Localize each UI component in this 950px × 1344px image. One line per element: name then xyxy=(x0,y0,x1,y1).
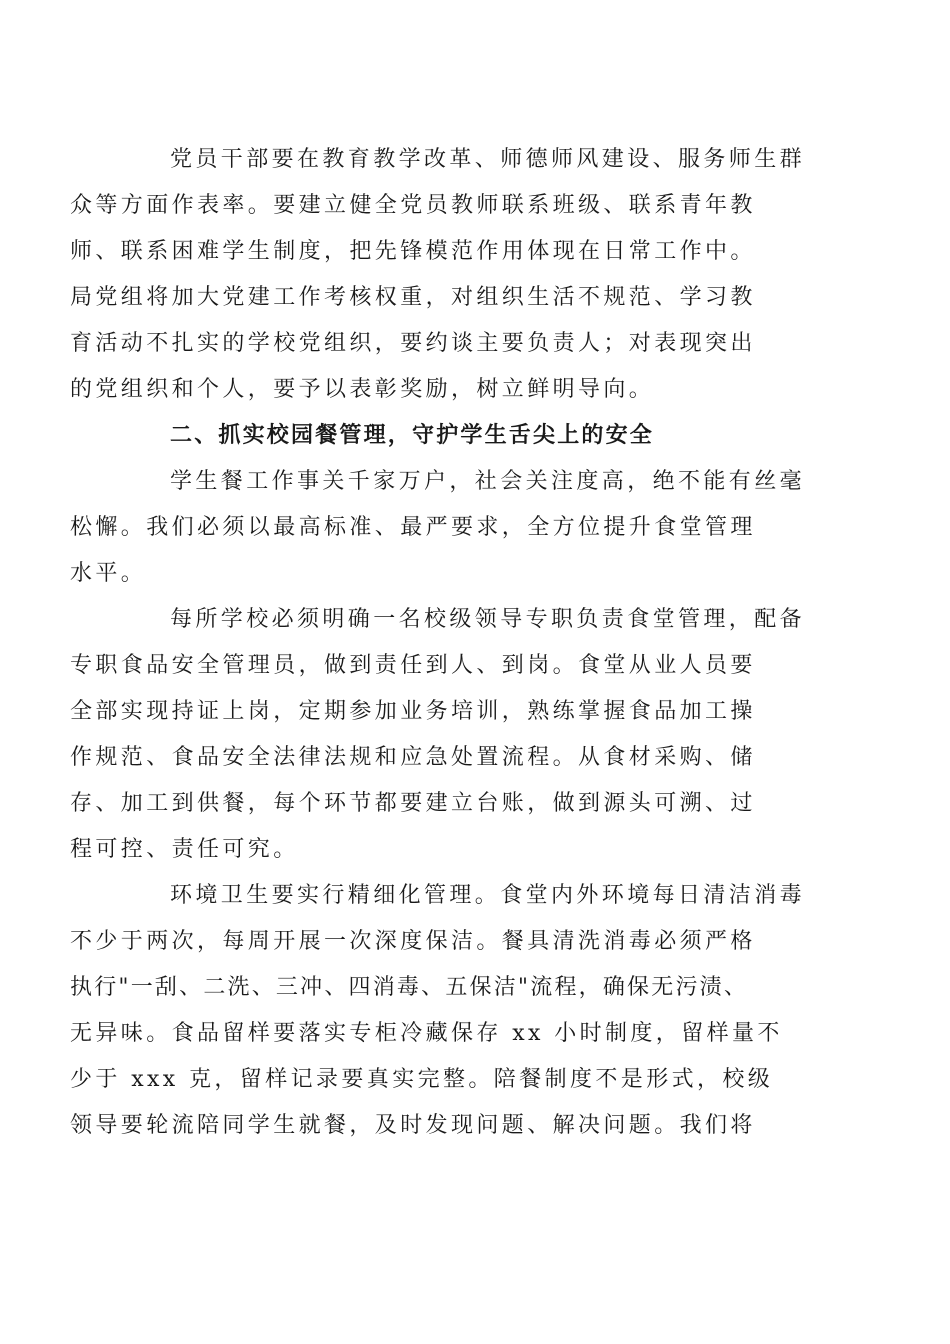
text-line: 环境卫生要实行精细化管理。食堂内外环境每日清洁消毒 xyxy=(170,883,806,908)
text-line: 作规范、食品安全法律法规和应急处置流程。从食材采购、储 xyxy=(70,745,756,770)
text-line: 的党组织和个人，要予以表彰奖励，树立鲜明导向。 xyxy=(70,377,655,402)
text-line: 全部实现持证上岗，定期参加业务培训，熟练掌握食品加工操 xyxy=(70,699,756,724)
section-heading xyxy=(120,413,832,459)
text-line: 不少于两次，每周开展一次深度保洁。餐具清洗消毒必须严格 xyxy=(70,929,756,954)
text-line: 少于 xxx 克，留样记录要真实完整。陪餐制度不是形式，校级 xyxy=(70,1067,774,1092)
text-line: 存、加工到供餐，每个环节都要建立台账，做到源头可溯、过 xyxy=(70,791,756,816)
paragraph-party-cadres xyxy=(70,137,832,413)
text-line: 专职食品安全管理员，做到责任到人、到岗。食堂从业人员要 xyxy=(70,653,756,678)
text-line: 水平。 xyxy=(70,561,147,586)
text-line: 师、联系困难学生制度，把先锋模范作用体现在日常工作中。 xyxy=(70,239,756,264)
heading-line: 二、抓实校园餐管理，守护学生舌尖上的安全 xyxy=(170,423,655,448)
text-line: 学生餐工作事关千家万户，社会关注度高，绝不能有丝毫 xyxy=(170,469,806,494)
text-line: 众等方面作表率。要建立健全党员教师联系班级、联系青年教 xyxy=(70,193,756,218)
text-line: 领导要轮流陪同学生就餐，及时发现问题、解决问题。我们将 xyxy=(70,1113,756,1138)
text-line: 无异味。食品留样要落实专柜冷藏保存 xx 小时制度，留样量不 xyxy=(70,1021,783,1046)
text-line: 每所学校必须明确一名校级领导专职负责食堂管理，配备 xyxy=(170,607,806,632)
document-body xyxy=(70,137,832,1149)
paragraph-hygiene xyxy=(70,873,832,1149)
text-line: 育活动不扎实的学校党组织，要约谈主要负责人；对表现突出 xyxy=(70,331,756,356)
text-line: 执行"一刮、二洗、三冲、四消毒、五保洁"流程，确保无污渍、 xyxy=(70,975,749,1000)
paragraph-canteen-staff xyxy=(70,597,832,873)
text-line: 局党组将加大党建工作考核权重，对组织生活不规范、学习教 xyxy=(70,285,756,310)
text-line: 党员干部要在教育教学改革、师德师风建设、服务师生群 xyxy=(170,147,806,172)
paragraph-student-meals xyxy=(70,459,832,597)
text-line: 程可控、责任可究。 xyxy=(70,837,299,862)
text-line: 松懈。我们必须以最高标准、最严要求，全方位提升食堂管理 xyxy=(70,515,756,540)
